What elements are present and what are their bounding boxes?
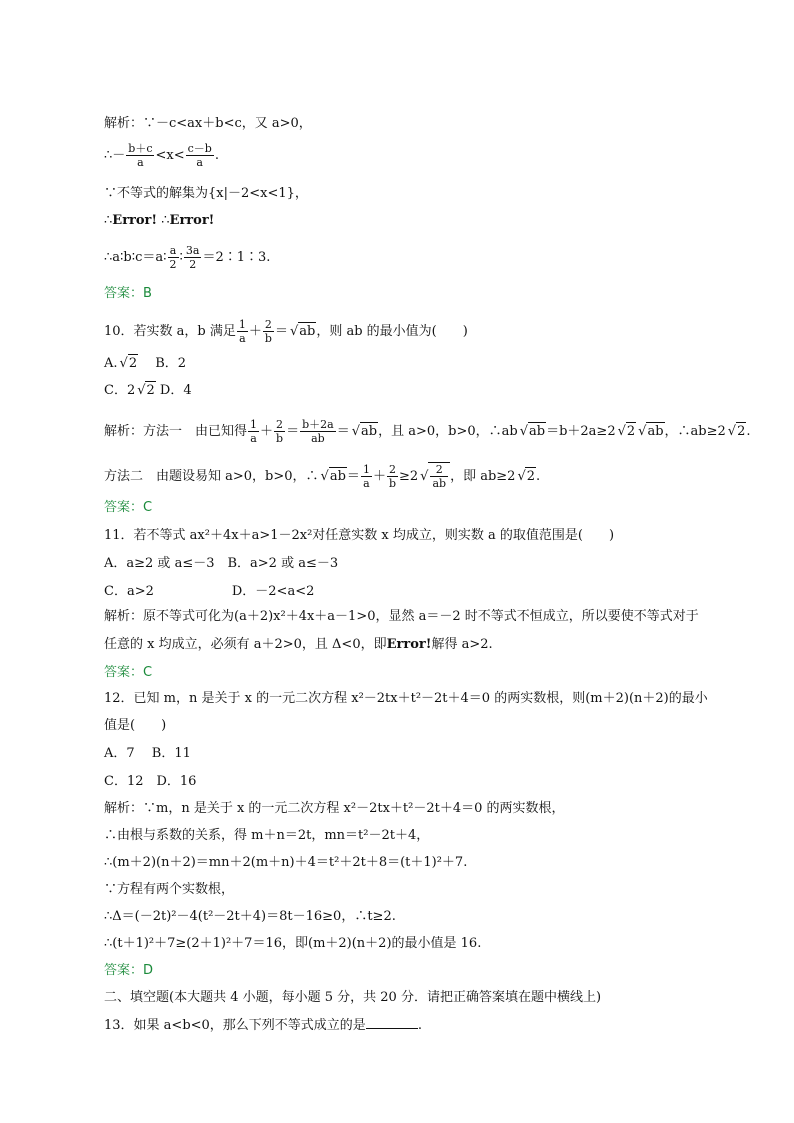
- fraction: $\frac{2}{b}$: [388, 463, 396, 490]
- fraction: $\frac{2}{b}$: [276, 418, 284, 445]
- question-11: 11．若不等式 ax²＋4x＋a>1－2x²对任意实数 x 均成立，则实数 a 的取值范围是( ): [104, 528, 615, 543]
- solution-9-line-1: 解析：∵－c<ax＋b<c，又 a>0，: [104, 116, 312, 131]
- solution-9-line-4: ∴Error! ∴Error!: [104, 213, 215, 228]
- question-10-options-ab: A.√ 2 B．2: [104, 354, 186, 373]
- solution-12-line-5: ∴Δ＝(－2t)²－4(t²－2t＋4)＝8t－16≥0，∴t≥2.: [104, 909, 396, 924]
- solution-10-method-2: 方法二 由题设易知 a>0，b>0，∴√ ab＝ $\frac{1}{a}$ ＋ $\frac{2}{b}$ ≥2 √ $\frac{2}{ab}$ ，即 ab≥2√ 2.: [104, 462, 540, 490]
- question-11-options-ab: A．a≥2 或 a≤－3 B．a>2 或 a≤－3: [104, 556, 339, 571]
- fraction: $\frac{a}{2}$: [169, 244, 177, 271]
- question-10: 10．若实数 a，b 满足 $\frac{1}{a}$ ＋ $\frac{2}{b}$ ＝√ ab，则 ab 的最小值为( ): [104, 318, 468, 345]
- question-12-options-cd: C．12 D．16: [104, 774, 197, 789]
- error-marker: Error!: [169, 213, 215, 228]
- question-12-options-ab: A．7 B．11: [104, 746, 191, 761]
- fraction: $\frac{1}{a}$: [362, 463, 370, 490]
- square-root: √ 2: [736, 422, 747, 441]
- solution-9-line-2: ∴－ $\frac{b+c}{a}$ <x< $\frac{c-b}{a}$ .: [104, 142, 219, 169]
- square-root: √ 2: [525, 467, 536, 486]
- fraction: $\frac{b+c}{a}$: [128, 142, 153, 169]
- fraction: $\frac{1}{a}$: [238, 318, 246, 345]
- answer-9: 答案：B: [104, 286, 152, 301]
- question-10-options-cd: C．2√ 2 D．4: [104, 381, 192, 400]
- solution-11-line-2: 任意的 x 均成立，必须有 a＋2>0，且 Δ<0，即Error!解得 a>2.: [104, 637, 493, 652]
- square-root: √ 2: [145, 381, 156, 400]
- solution-10-method-1: 解析：方法一 由已知得 $\frac{1}{a}$ ＋ $\frac{2}{b}$ ＝ $\frac{b+2a}{ab}$ ＝√ ab，且 a>0，b>0，∴ab√ ab＝b＋2a≥2√ 2√ ab，∴ab≥2√ 2.: [104, 418, 751, 445]
- error-marker: Error!: [112, 213, 158, 228]
- section-2-heading: 二、填空题(本大题共 4 小题，每小题 5 分，共 20 分．请把正确答案填在题中横线上): [104, 990, 602, 1005]
- fraction: $\frac{c-b}{a}$: [187, 142, 212, 169]
- square-root: √ ab: [329, 467, 347, 486]
- square-root: √ ab: [646, 422, 664, 441]
- solution-12-line-3: ∴(m＋2)(n＋2)＝mn＋2(m＋n)＋4＝t²＋2t＋8＝(t＋1)²＋7.: [104, 855, 468, 870]
- solution-9-line-3: ∵不等式的解集为{x|－2<x<1}，: [104, 186, 308, 201]
- solution-12-line-4: ∵方程有两个实数根，: [104, 882, 235, 897]
- fraction: $\frac{1}{a}$: [250, 418, 258, 445]
- question-12-line-1: 12．已知 m，n 是关于 x 的一元二次方程 x²－2tx＋t²－2t＋4＝0 的两实数根，则(m＋2)(n＋2)的最小: [104, 691, 708, 706]
- fraction: $\frac{3a}{2}$: [185, 244, 200, 271]
- solution-12-line-6: ∴(t＋1)²＋7≥(2＋1)²＋7＝16，即(m＋2)(n＋2)的最小值是 16.: [104, 936, 482, 951]
- square-root-fraction: √ $\frac{2}{ab}$: [428, 462, 450, 490]
- question-12-line-2: 值是( ): [104, 718, 167, 733]
- fraction: $\frac{b+2a}{ab}$: [302, 418, 334, 445]
- square-root: √ ab: [528, 422, 546, 441]
- square-root: √ 2: [626, 422, 637, 441]
- solution-12-line-1: 解析：∵m，n 是关于 x 的一元二次方程 x²－2tx＋t²－2t＋4＝0 的两实数根，: [104, 801, 565, 816]
- answer-blank[interactable]: [366, 1016, 418, 1029]
- error-marker: Error!: [386, 637, 432, 652]
- solution-11-line-1: 解析：原不等式可化为(a＋2)x²＋4x＋a－1>0，显然 a＝－2 时不等式不恒成立，所以要使不等式对于: [104, 609, 699, 624]
- solution-12-line-2: ∴由根与系数的关系，得 m＋n＝2t，mn＝t²－2t＋4，: [104, 828, 430, 843]
- question-11-options-cd: C．a>2 D．－2<a<2: [104, 584, 315, 599]
- fraction: $\frac{2}{b}$: [264, 318, 272, 345]
- solution-9-line-5: ∴a∶b∶c＝a∶ $\frac{a}{2}$ ∶ $\frac{3a}{2}$ ＝2∶1∶3.: [104, 244, 271, 271]
- answer-10: 答案：C: [104, 500, 153, 515]
- square-root: √ 2: [128, 354, 139, 373]
- square-root: √ ab: [360, 422, 378, 441]
- answer-11: 答案：C: [104, 665, 153, 680]
- square-root: √ ab: [298, 322, 316, 341]
- answer-12: 答案：D: [104, 963, 154, 978]
- question-13: 13．如果 a<b<0，那么下列不等式成立的是 .: [104, 1018, 422, 1033]
